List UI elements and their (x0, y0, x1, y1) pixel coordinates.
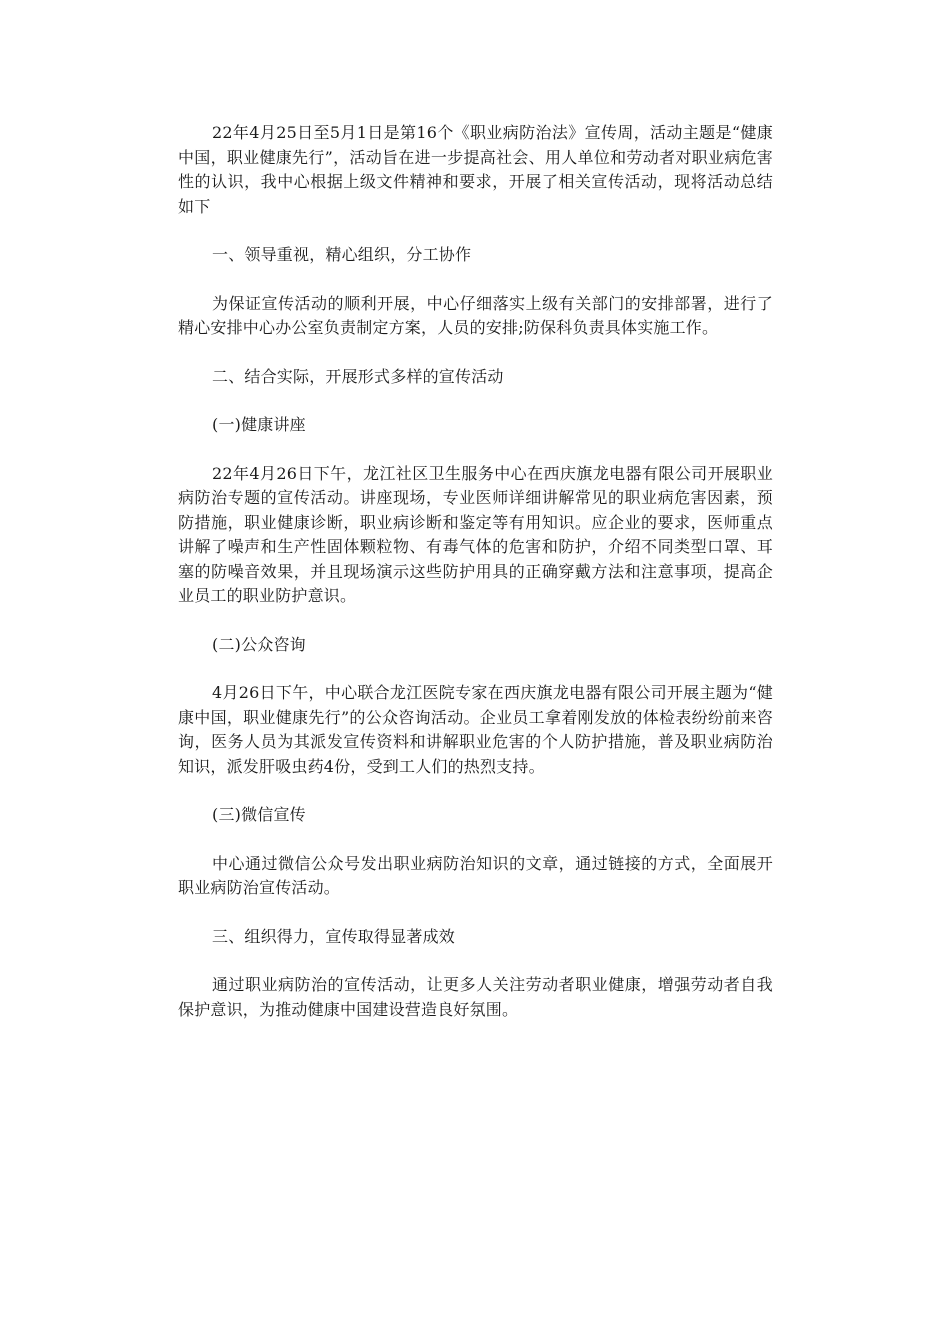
subsection-1-paragraph: 22年4月26日下午，龙江社区卫生服务中心在西庆旗龙电器有限公司开展职业病防治专题的宣传活动。讲座现场，专业医师详细讲解常见的职业病危害因素，预防措施，职业健康诊断，职业病诊断和鉴定等有用知识。应企业的要求，医师重点讲解了噪声和生产性固体颗粒物、有毒气体的危害和防护，介绍不同类型口罩、耳塞的防噪音效果，并且现场演示这些防护用具的正确穿戴方法和注意事项，提高企业员工的职业防护意识。 (178, 463, 773, 605)
subsection-3-paragraph: 中心通过微信公众号发出职业病防治知识的文章，通过链接的方式，全面展开职业病防治宣传活动。 (178, 853, 773, 897)
section-1-paragraph: 为保证宣传活动的顺利开展，中心仔细落实上级有关部门的安排部署，进行了精心安排中心办公室负责制定方案，人员的安排;防保科负责具体实施工作。 (178, 293, 773, 337)
subsection-heading-1: (一)健康讲座 (212, 415, 306, 434)
subsection-heading-3: (三)微信宣传 (212, 805, 306, 824)
subsection-2-paragraph: 4月26日下午，中心联合龙江医院专家在西庆旗龙电器有限公司开展主题为“健康中国，职业健康先行”的公众咨询活动。企业员工拿着刚发放的体检表纷纷前来咨询，医务人员为其派发宣传资料和讲解职业危害的个人防护措施，普及职业病防治知识，派发肝吸虫药4份，受到工人们的热烈支持。 (178, 683, 773, 776)
section-heading-3: 三、组织得力，宣传取得显著成效 (212, 926, 456, 946)
section-heading-1: 一、领导重视，精心组织，分工协作 (212, 245, 472, 264)
subsection-heading-2: (二)公众咨询 (212, 634, 306, 654)
document-page (178, 121, 773, 1046)
intro-paragraph: 22年4月25日至5月1日是第16个《职业病防治法》宣传周，活动主题是“健康中国，职业健康先行”，活动旨在进一步提高社会、用人单位和劳动者对职业病危害性的认识，我中心根据上级文件精神和要求，开展了相关宣传活动，现将活动总结如下 (178, 123, 773, 216)
section-3-paragraph: 通过职业病防治的宣传活动，让更多人关注劳动者职业健康，增强劳动者自我保护意识，为推动健康中国建设营造良好氛围。 (178, 975, 773, 1019)
section-heading-2: 二、结合实际，开展形式多样的宣传活动 (212, 366, 504, 386)
